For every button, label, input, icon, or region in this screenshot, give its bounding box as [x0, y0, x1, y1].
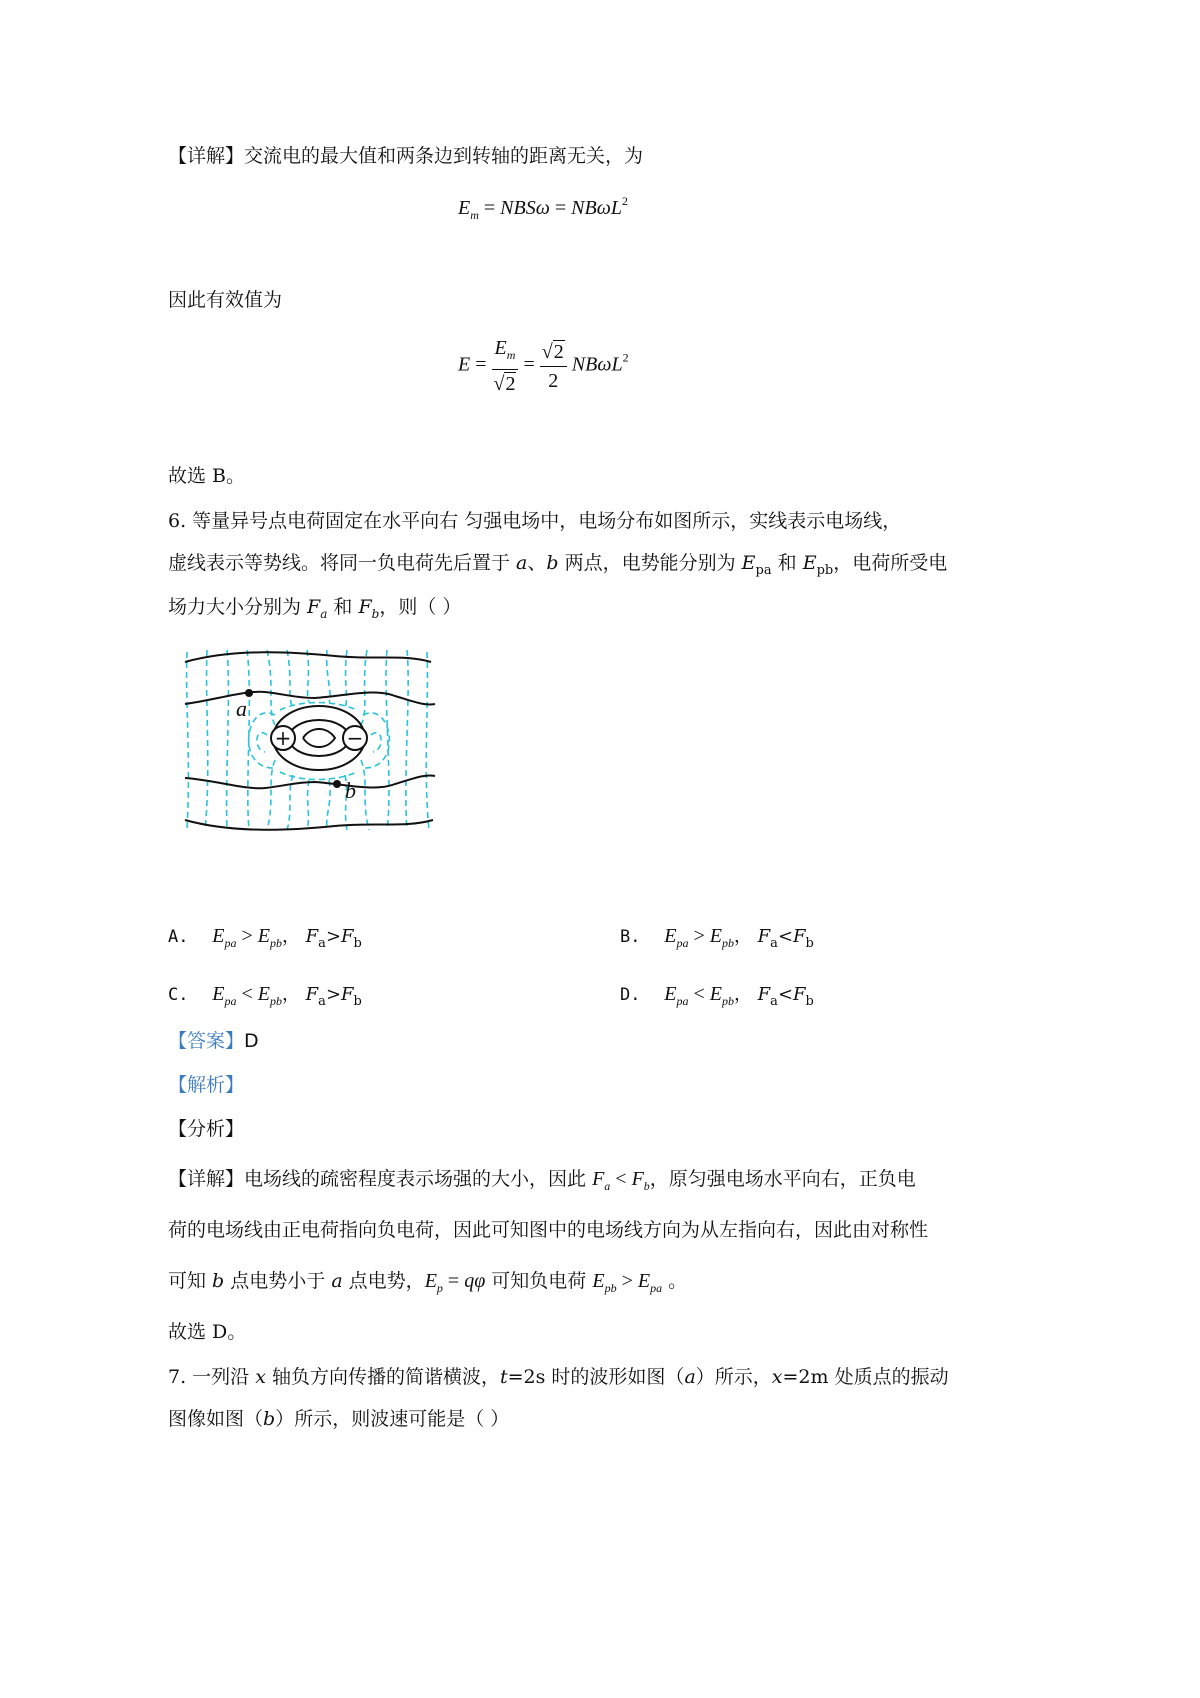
- question-7-line-2: 图像如图（b）所示，则波速可能是（ ）: [168, 1408, 510, 1430]
- question-6-line-1: 6. 等量异号点电荷固定在水平向右 匀强电场中，电场分布如图所示，实线表示电场线，: [168, 510, 902, 532]
- question-7-line-1: 7. 一列沿 x 轴负方向传播的简谐横波，t=2s 时的波形如图（a）所示，x=2m 处质点的振动: [168, 1366, 949, 1388]
- fenxi-tag: 【分析】: [168, 1118, 245, 1140]
- choose-b-text: 故选 B。: [168, 465, 246, 487]
- analysis-tag: 【解析】: [168, 1074, 245, 1096]
- equation-em: $E_m = NBS\omega = NB\omega L^2$: [458, 194, 628, 222]
- equation-effective: E = $\frac{E_m}{√2}$ = $\frac{√2}{2}$ NBωL$^2$: [458, 334, 629, 398]
- choose-d-text: 故选 D。: [168, 1321, 247, 1343]
- point-b-dot: [333, 780, 341, 788]
- detail-tag: 【详解】: [168, 145, 245, 167]
- detail-2-line-1: 【详解】电场线的疏密程度表示场强的大小，因此 $F_a < F_b$，原匀强电场水平向右，正负电: [168, 1168, 916, 1193]
- option-d[interactable]: D. $E_{pa} < E_{pb}$， $F_a<F_b$: [620, 983, 814, 1009]
- minus-sign: −: [346, 726, 364, 750]
- effective-value-text: 因此有效值为: [168, 289, 283, 311]
- detail-paragraph-1: [168, 141, 643, 171]
- point-b-label: b: [345, 778, 356, 803]
- question-6-line-2: 虚线表示等势线。将同一负电荷先后置于 a、b 两点，电势能分别为 $E_{pa}$ 和 $E_{pb}$，电荷所受电: [168, 552, 948, 578]
- question-6-line-3: 场力大小分别为 $F_a$ 和 $F_b$，则（ ）: [168, 596, 462, 621]
- option-b[interactable]: B. $E_{pa} > E_{pb}$， $F_a<F_b$: [620, 925, 814, 951]
- answer-value: D: [244, 1030, 259, 1052]
- fraction-root2-2: $\frac{√2}{2}$: [540, 338, 567, 395]
- plus-sign: +: [274, 726, 292, 750]
- point-a-label: a: [236, 696, 247, 721]
- field-lines: [185, 652, 435, 830]
- answer-line: [168, 1026, 259, 1056]
- fraction-em-root2: $\frac{E_m}{√2}$: [492, 334, 519, 398]
- detail-2-line-3: 可知 b 点电势小于 a 点电势，$E_p = q\varphi$ 可知负电荷 $E_{pb} > E_{pa}$ 。: [168, 1270, 688, 1295]
- detail-text: 交流电的最大值和两条边到转轴的距离无关，为: [244, 145, 644, 167]
- option-a[interactable]: A. $E_{pa} > E_{pb}$， $F_a>F_b$: [168, 925, 362, 951]
- equipotential-lines: [187, 650, 429, 830]
- answer-tag: 【答案】: [168, 1030, 245, 1052]
- detail-2-line-2: 荷的电场线由正电荷指向负电荷，因此可知图中的电场线方向为从左指向右，因此由对称性: [168, 1219, 929, 1241]
- electric-field-figure: [175, 640, 450, 840]
- option-c[interactable]: C. $E_{pa} < E_{pb}$， $F_a>F_b$: [168, 983, 362, 1009]
